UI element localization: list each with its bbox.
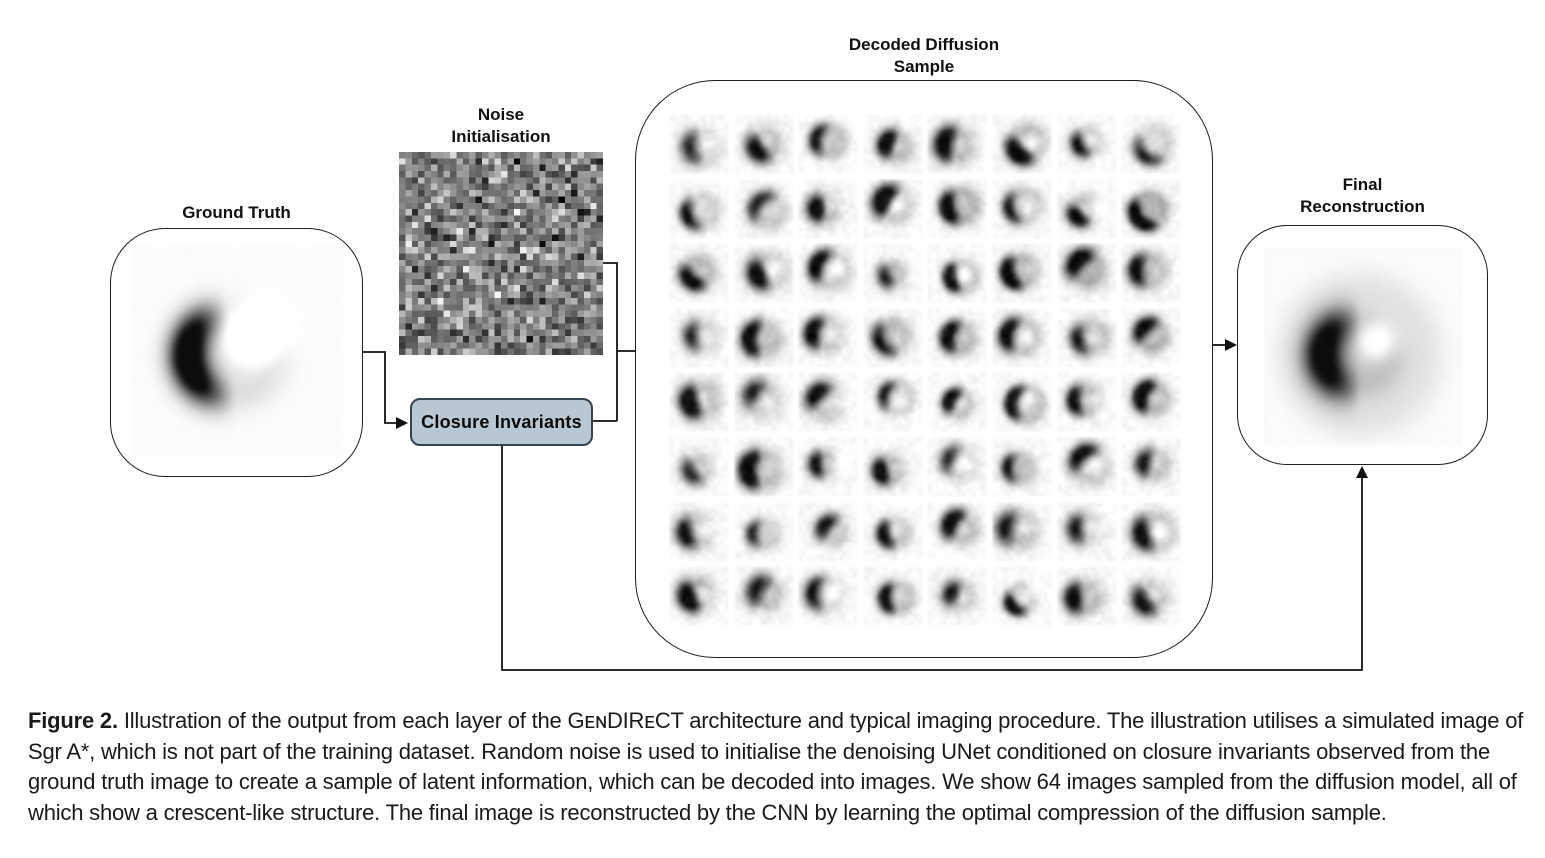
diffusion-sample-cell <box>1058 115 1116 173</box>
diffusion-sample-cell <box>864 309 922 367</box>
diffusion-sample-cell <box>928 115 986 173</box>
diffusion-sample-image <box>993 180 1051 238</box>
diffusion-sample-cell <box>735 180 793 238</box>
diffusion-sample-image <box>670 503 728 561</box>
diffusion-sample-image <box>864 244 922 302</box>
diffusion-sample-image <box>928 180 986 238</box>
diffusion-sample-image <box>864 567 922 625</box>
diffusion-sample-cell <box>993 244 1051 302</box>
diffusion-sample-image <box>670 180 728 238</box>
diffusion-sample-cell <box>670 503 728 561</box>
diffusion-sample-image <box>670 567 728 625</box>
diffusion-sample-image <box>864 438 922 496</box>
diffusion-sample-cell <box>864 503 922 561</box>
diffusion-sample-cell <box>799 244 857 302</box>
diffusion-sample-image <box>1122 373 1180 431</box>
diffusion-sample-image <box>799 309 857 367</box>
final-label-line-1: Final <box>1342 175 1383 194</box>
diffusion-sample-cell <box>670 180 728 238</box>
diffusion-sample-cell <box>799 373 857 431</box>
diffusion-sample-image <box>1058 503 1116 561</box>
diffusion-sample-cell <box>670 438 728 496</box>
diffusion-sample-image <box>928 115 986 173</box>
diffusion-sample-image <box>735 373 793 431</box>
diffusion-sample-cell <box>993 115 1051 173</box>
diffusion-sample-image <box>1122 503 1180 561</box>
diffusion-sample-cell <box>735 438 793 496</box>
diffusion-sample-cell <box>1058 180 1116 238</box>
diffusion-sample-image <box>1122 244 1180 302</box>
diffusion-sample-image <box>735 438 793 496</box>
diffusion-sample-cell <box>735 373 793 431</box>
diffusion-sample-cell <box>928 503 986 561</box>
diffusion-sample-cell <box>1122 503 1180 561</box>
closure-invariants-box <box>410 398 593 446</box>
diffusion-sample-cell <box>864 244 922 302</box>
decoded-diffusion-label-line-2: Sample <box>893 57 955 76</box>
diffusion-sample-image <box>864 115 922 173</box>
final-bottom-arrowhead-icon <box>1356 466 1368 478</box>
diffusion-sample-image <box>670 309 728 367</box>
caption-line-4: which show a crescent-like structure. The final image is reconstructed by the CNN by learning the optimal compression of the diffusion sample. <box>28 799 1387 825</box>
diffusion-sample-cell <box>864 180 922 238</box>
diffusion-sample-image <box>799 373 857 431</box>
diffusion-sample-cell <box>1058 438 1116 496</box>
diffusion-sample-image <box>928 244 986 302</box>
diffusion-sample-image <box>1058 309 1116 367</box>
diffusion-sample-image <box>1122 438 1180 496</box>
diffusion-sample-cell <box>735 503 793 561</box>
diffusion-sample-cell <box>928 244 986 302</box>
caption-line-3: ground truth image to create a sample of latent information, which can be decoded into images. We show 64 images sampled from the diffusion model, all of <box>28 769 1517 795</box>
diffusion-sample-image <box>864 503 922 561</box>
diffusion-sample-image <box>993 115 1051 173</box>
diffusion-sample-cell <box>799 309 857 367</box>
diffusion-sample-cell <box>670 567 728 625</box>
diffusion-sample-cell <box>928 438 986 496</box>
ground-truth-to-closure-connector <box>363 352 397 423</box>
diffusion-sample-cell <box>735 115 793 173</box>
ground-truth-image <box>132 245 344 457</box>
ground-truth-box <box>110 228 363 477</box>
diffusion-sample-cell <box>735 244 793 302</box>
final-reconstruction-label <box>1237 174 1488 218</box>
diffusion-sample-cell <box>928 567 986 625</box>
diffusion-sample-cell <box>1058 309 1116 367</box>
diffusion-sample-image <box>1122 567 1180 625</box>
final-label-line-2: Reconstruction <box>1300 197 1425 216</box>
diffusion-sample-image <box>735 309 793 367</box>
diffusion-sample-image <box>670 438 728 496</box>
diffusion-sample-image <box>864 309 922 367</box>
diffusion-sample-image <box>799 503 857 561</box>
diffusion-sample-image <box>799 567 857 625</box>
diffusion-sample-cell <box>993 438 1051 496</box>
diffusion-sample-cell <box>1058 373 1116 431</box>
diffusion-sample-image <box>1058 244 1116 302</box>
diffusion-sample-image <box>735 115 793 173</box>
noise-image <box>399 152 603 355</box>
diffusion-sample-cell <box>735 567 793 625</box>
diffusion-sample-image <box>993 309 1051 367</box>
diffusion-sample-cell <box>1122 567 1180 625</box>
diffusion-sample-cell <box>864 567 922 625</box>
closure-invariants-label: Closure Invariants <box>421 411 582 432</box>
diffusion-sample-cell <box>993 567 1051 625</box>
diffusion-sample-cell <box>1122 180 1180 238</box>
diffusion-sample-image <box>1058 373 1116 431</box>
diffusion-sample-image <box>1058 115 1116 173</box>
caption-line-1-text: Illustration of the output from each layer of the GᴇɴDIRᴇCT architecture and typical imaging procedure. The illustration utilises a simulated image of <box>123 708 1524 733</box>
diffusion-sample-cell <box>799 115 857 173</box>
diffusion-sample-cell <box>670 309 728 367</box>
decoded-diffusion-label-line-1: Decoded Diffusion <box>848 35 1000 54</box>
caption-figure-label: Figure 2. <box>28 708 118 733</box>
diffusion-sample-image <box>1058 567 1116 625</box>
diffusion-sample-image <box>993 244 1051 302</box>
diffusion-sample-cell <box>735 309 793 367</box>
closure-arrowhead-icon <box>396 417 408 429</box>
final-left-arrowhead-icon <box>1225 339 1237 351</box>
diffusion-sample-image <box>993 373 1051 431</box>
diffusion-sample-image <box>1058 438 1116 496</box>
diffusion-sample-cell <box>1058 503 1116 561</box>
diffusion-sample-image <box>735 567 793 625</box>
diffusion-sample-image <box>928 503 986 561</box>
diffusion-sample-image <box>993 438 1051 496</box>
diffusion-sample-cell <box>1122 309 1180 367</box>
diffusion-sample-image <box>799 115 857 173</box>
diffusion-sample-cell <box>928 180 986 238</box>
diffusion-sample-cell <box>799 180 857 238</box>
diffusion-sample-image <box>670 115 728 173</box>
decoded-diffusion-box <box>635 80 1213 658</box>
diffusion-sample-cell <box>993 373 1051 431</box>
diffusion-sample-cell <box>670 115 728 173</box>
diffusion-sample-cell <box>799 503 857 561</box>
caption-line-1 <box>28 706 1545 737</box>
diffusion-sample-image <box>928 373 986 431</box>
ground-truth-label: Ground Truth <box>182 203 291 222</box>
diffusion-sample-image <box>735 244 793 302</box>
diffusion-sample-image <box>799 244 857 302</box>
diffusion-sample-image <box>928 309 986 367</box>
diffusion-sample-cell <box>1122 438 1180 496</box>
diffusion-sample-image <box>928 567 986 625</box>
diffusion-sample-image <box>928 438 986 496</box>
diffusion-samples-grid <box>670 115 1180 625</box>
diffusion-sample-cell <box>670 373 728 431</box>
diffusion-sample-cell <box>799 438 857 496</box>
noise-label-line-2: Initialisation <box>451 127 551 146</box>
final-reconstruction-image <box>1269 256 1459 446</box>
diffusion-sample-cell <box>864 115 922 173</box>
diffusion-sample-cell <box>670 244 728 302</box>
diffusion-sample-cell <box>1058 244 1116 302</box>
noise-label-line-1: Noise <box>477 105 525 124</box>
diffusion-sample-image <box>993 567 1051 625</box>
diffusion-sample-cell <box>1122 115 1180 173</box>
diffusion-sample-cell <box>1058 567 1116 625</box>
diffusion-sample-image <box>670 244 728 302</box>
diffusion-sample-cell <box>928 373 986 431</box>
diffusion-sample-cell <box>928 309 986 367</box>
diffusion-sample-image <box>670 373 728 431</box>
final-reconstruction-box <box>1237 225 1488 465</box>
diffusion-sample-image <box>799 438 857 496</box>
decoded-diffusion-label <box>635 34 1213 78</box>
diffusion-sample-cell <box>1122 244 1180 302</box>
diffusion-sample-image <box>1122 309 1180 367</box>
diffusion-sample-image <box>1122 115 1180 173</box>
diffusion-sample-image <box>735 180 793 238</box>
diffusion-sample-cell <box>799 567 857 625</box>
diffusion-sample-image <box>799 180 857 238</box>
diffusion-sample-cell <box>993 503 1051 561</box>
diffusion-sample-cell <box>993 309 1051 367</box>
caption-line-2: Sgr A*, which is not part of the training dataset. Random noise is used to initialise the denoising UNet conditioned on closure invariants observed from the <box>28 738 1490 764</box>
diffusion-sample-cell <box>864 438 922 496</box>
figure-caption <box>28 706 1545 836</box>
diffusion-sample-image <box>993 503 1051 561</box>
diffusion-sample-image <box>1122 180 1180 238</box>
diffusion-sample-cell <box>1122 373 1180 431</box>
noise-initialisation-label <box>399 104 603 148</box>
diffusion-sample-cell <box>864 373 922 431</box>
diffusion-sample-image <box>1058 180 1116 238</box>
diffusion-sample-image <box>735 503 793 561</box>
diffusion-sample-image <box>864 373 922 431</box>
diffusion-sample-image <box>864 180 922 238</box>
diffusion-sample-cell <box>993 180 1051 238</box>
